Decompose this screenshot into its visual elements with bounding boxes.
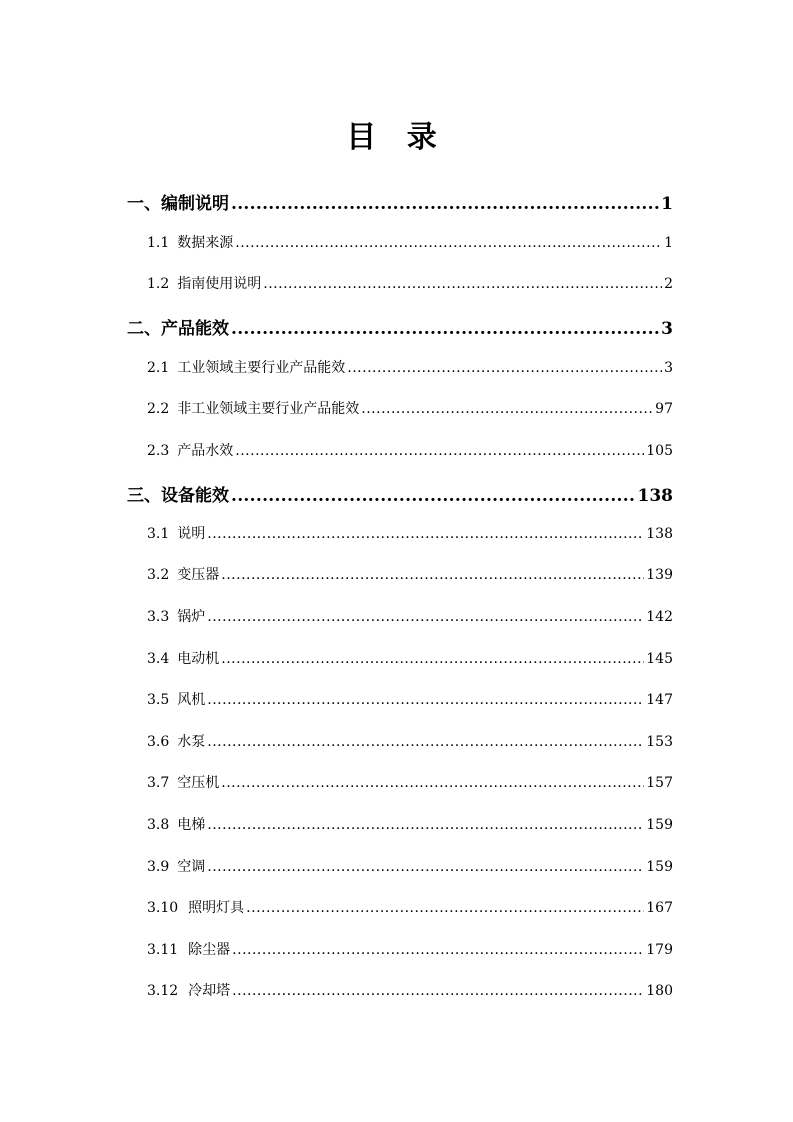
toc-leader-dots bbox=[231, 319, 659, 339]
toc-entry[interactable] bbox=[119, 189, 673, 214]
toc-entry-page: 145 bbox=[646, 651, 673, 667]
toc-entry-page: 179 bbox=[646, 942, 673, 958]
toc-entry-number: 3.4 bbox=[147, 651, 170, 667]
toc-entry[interactable] bbox=[147, 980, 673, 1000]
toc-leader-dots bbox=[207, 817, 644, 833]
toc-entry-number: 3.1 bbox=[147, 526, 170, 542]
toc-entry-label: 一、编制说明 bbox=[127, 194, 229, 214]
toc-leader-dots bbox=[207, 692, 644, 708]
toc-entry-label: 指南使用说明 bbox=[177, 276, 262, 292]
toc-entry-label: 工业领域主要行业产品能效 bbox=[177, 360, 346, 376]
toc-leader-dots bbox=[235, 235, 662, 251]
toc-entry-number: 2.2 bbox=[147, 401, 170, 417]
toc-entry-page: 142 bbox=[646, 609, 673, 625]
toc-entry-label: 数据来源 bbox=[177, 235, 234, 251]
toc-entry-label: 风机 bbox=[177, 692, 206, 708]
toc-entry-page: 180 bbox=[646, 983, 673, 999]
toc-entry-page: 1 bbox=[661, 194, 673, 214]
toc-entry[interactable] bbox=[147, 232, 673, 252]
toc-leader-dots bbox=[263, 276, 662, 292]
toc-entry-number: 3.9 bbox=[147, 859, 170, 875]
toc-entry-page: 97 bbox=[655, 401, 673, 417]
toc-entry-page: 105 bbox=[646, 443, 673, 459]
toc-leader-dots bbox=[231, 486, 636, 506]
toc-entry[interactable] bbox=[147, 939, 673, 959]
toc-entry-label: 变压器 bbox=[177, 567, 220, 583]
toc-leader-dots bbox=[207, 734, 644, 750]
toc-entry-number: 3.7 bbox=[147, 775, 170, 791]
toc-entry-number: 3.6 bbox=[147, 734, 170, 750]
toc-leader-dots bbox=[361, 401, 653, 417]
toc-entry-page: 159 bbox=[646, 817, 673, 833]
toc-entry-label: 照明灯具 bbox=[188, 900, 245, 916]
toc-leader-dots bbox=[221, 775, 644, 791]
toc-leader-dots bbox=[221, 567, 644, 583]
toc-entry-page: 2 bbox=[664, 276, 673, 292]
toc-entry-number: 3.8 bbox=[147, 817, 170, 833]
toc-entry[interactable] bbox=[147, 398, 673, 418]
toc-entry-number: 1.2 bbox=[147, 276, 170, 292]
toc-entry-page: 153 bbox=[646, 734, 673, 750]
toc-leader-dots bbox=[207, 609, 644, 625]
toc-leader-dots bbox=[231, 194, 659, 214]
toc-entry-number: 3.3 bbox=[147, 609, 170, 625]
toc-entry-page: 139 bbox=[646, 567, 673, 583]
toc-entry[interactable] bbox=[119, 314, 673, 339]
toc-entry-number: 3.12 bbox=[147, 983, 179, 999]
toc-entry-number: 2.3 bbox=[147, 443, 170, 459]
toc-entry-number: 1.1 bbox=[147, 235, 170, 251]
toc-entry[interactable] bbox=[147, 440, 673, 460]
toc-entry-number: 3.11 bbox=[147, 942, 179, 958]
toc-leader-dots bbox=[207, 526, 644, 542]
toc-entry-label: 产品水效 bbox=[177, 443, 234, 459]
toc-entry[interactable] bbox=[147, 648, 673, 668]
toc-leader-dots bbox=[246, 900, 644, 916]
toc-leader-dots bbox=[235, 443, 644, 459]
toc-entry-label: 三、设备能效 bbox=[127, 486, 229, 506]
toc-entry-label: 冷却塔 bbox=[188, 983, 231, 999]
toc-entry-number: 3.2 bbox=[147, 567, 170, 583]
toc-entry-label: 空压机 bbox=[177, 775, 220, 791]
toc-entry[interactable] bbox=[147, 856, 673, 876]
toc-entry-label: 电梯 bbox=[177, 817, 206, 833]
toc-leader-dots bbox=[232, 942, 644, 958]
toc-entry-page: 1 bbox=[664, 235, 673, 251]
toc-entry[interactable] bbox=[147, 357, 673, 377]
toc-entry-page: 3 bbox=[664, 360, 673, 376]
toc-entry[interactable] bbox=[147, 689, 673, 709]
toc-entry-page: 157 bbox=[646, 775, 673, 791]
toc-entry[interactable] bbox=[147, 523, 673, 543]
page-title: 目 录 bbox=[346, 120, 447, 155]
toc-entry[interactable] bbox=[147, 273, 673, 293]
toc-entry[interactable] bbox=[147, 606, 673, 626]
toc-entry-label: 电动机 bbox=[177, 651, 220, 667]
toc-leader-dots bbox=[347, 360, 662, 376]
toc-entry-label: 说明 bbox=[177, 526, 206, 542]
toc-leader-dots bbox=[207, 859, 644, 875]
toc-entry-label: 非工业领域主要行业产品能效 bbox=[177, 401, 360, 417]
toc-entry[interactable] bbox=[147, 564, 673, 584]
toc-entry-page: 3 bbox=[661, 319, 673, 339]
toc-leader-dots bbox=[221, 651, 644, 667]
toc-entry-page: 167 bbox=[646, 900, 673, 916]
toc-entry-label: 锅炉 bbox=[177, 609, 206, 625]
toc-entry[interactable] bbox=[147, 814, 673, 834]
toc-entry-label: 二、产品能效 bbox=[127, 319, 229, 339]
toc-entry-page: 147 bbox=[646, 692, 673, 708]
toc-entry-number: 3.10 bbox=[147, 900, 179, 916]
toc-entry[interactable] bbox=[119, 481, 673, 506]
toc-entry-number: 3.5 bbox=[147, 692, 170, 708]
toc-entry[interactable] bbox=[147, 731, 673, 751]
toc-entry-label: 除尘器 bbox=[188, 942, 231, 958]
toc-entry[interactable] bbox=[147, 772, 673, 792]
toc-entry[interactable] bbox=[147, 897, 673, 917]
toc-entry-label: 空调 bbox=[177, 859, 206, 875]
toc-entry-number: 2.1 bbox=[147, 360, 170, 376]
toc-entry-page: 159 bbox=[646, 859, 673, 875]
toc-entry-page: 138 bbox=[637, 486, 673, 506]
toc-entry-label: 水泵 bbox=[177, 734, 206, 750]
toc-entry-page: 138 bbox=[646, 526, 673, 542]
toc-leader-dots bbox=[232, 983, 644, 999]
